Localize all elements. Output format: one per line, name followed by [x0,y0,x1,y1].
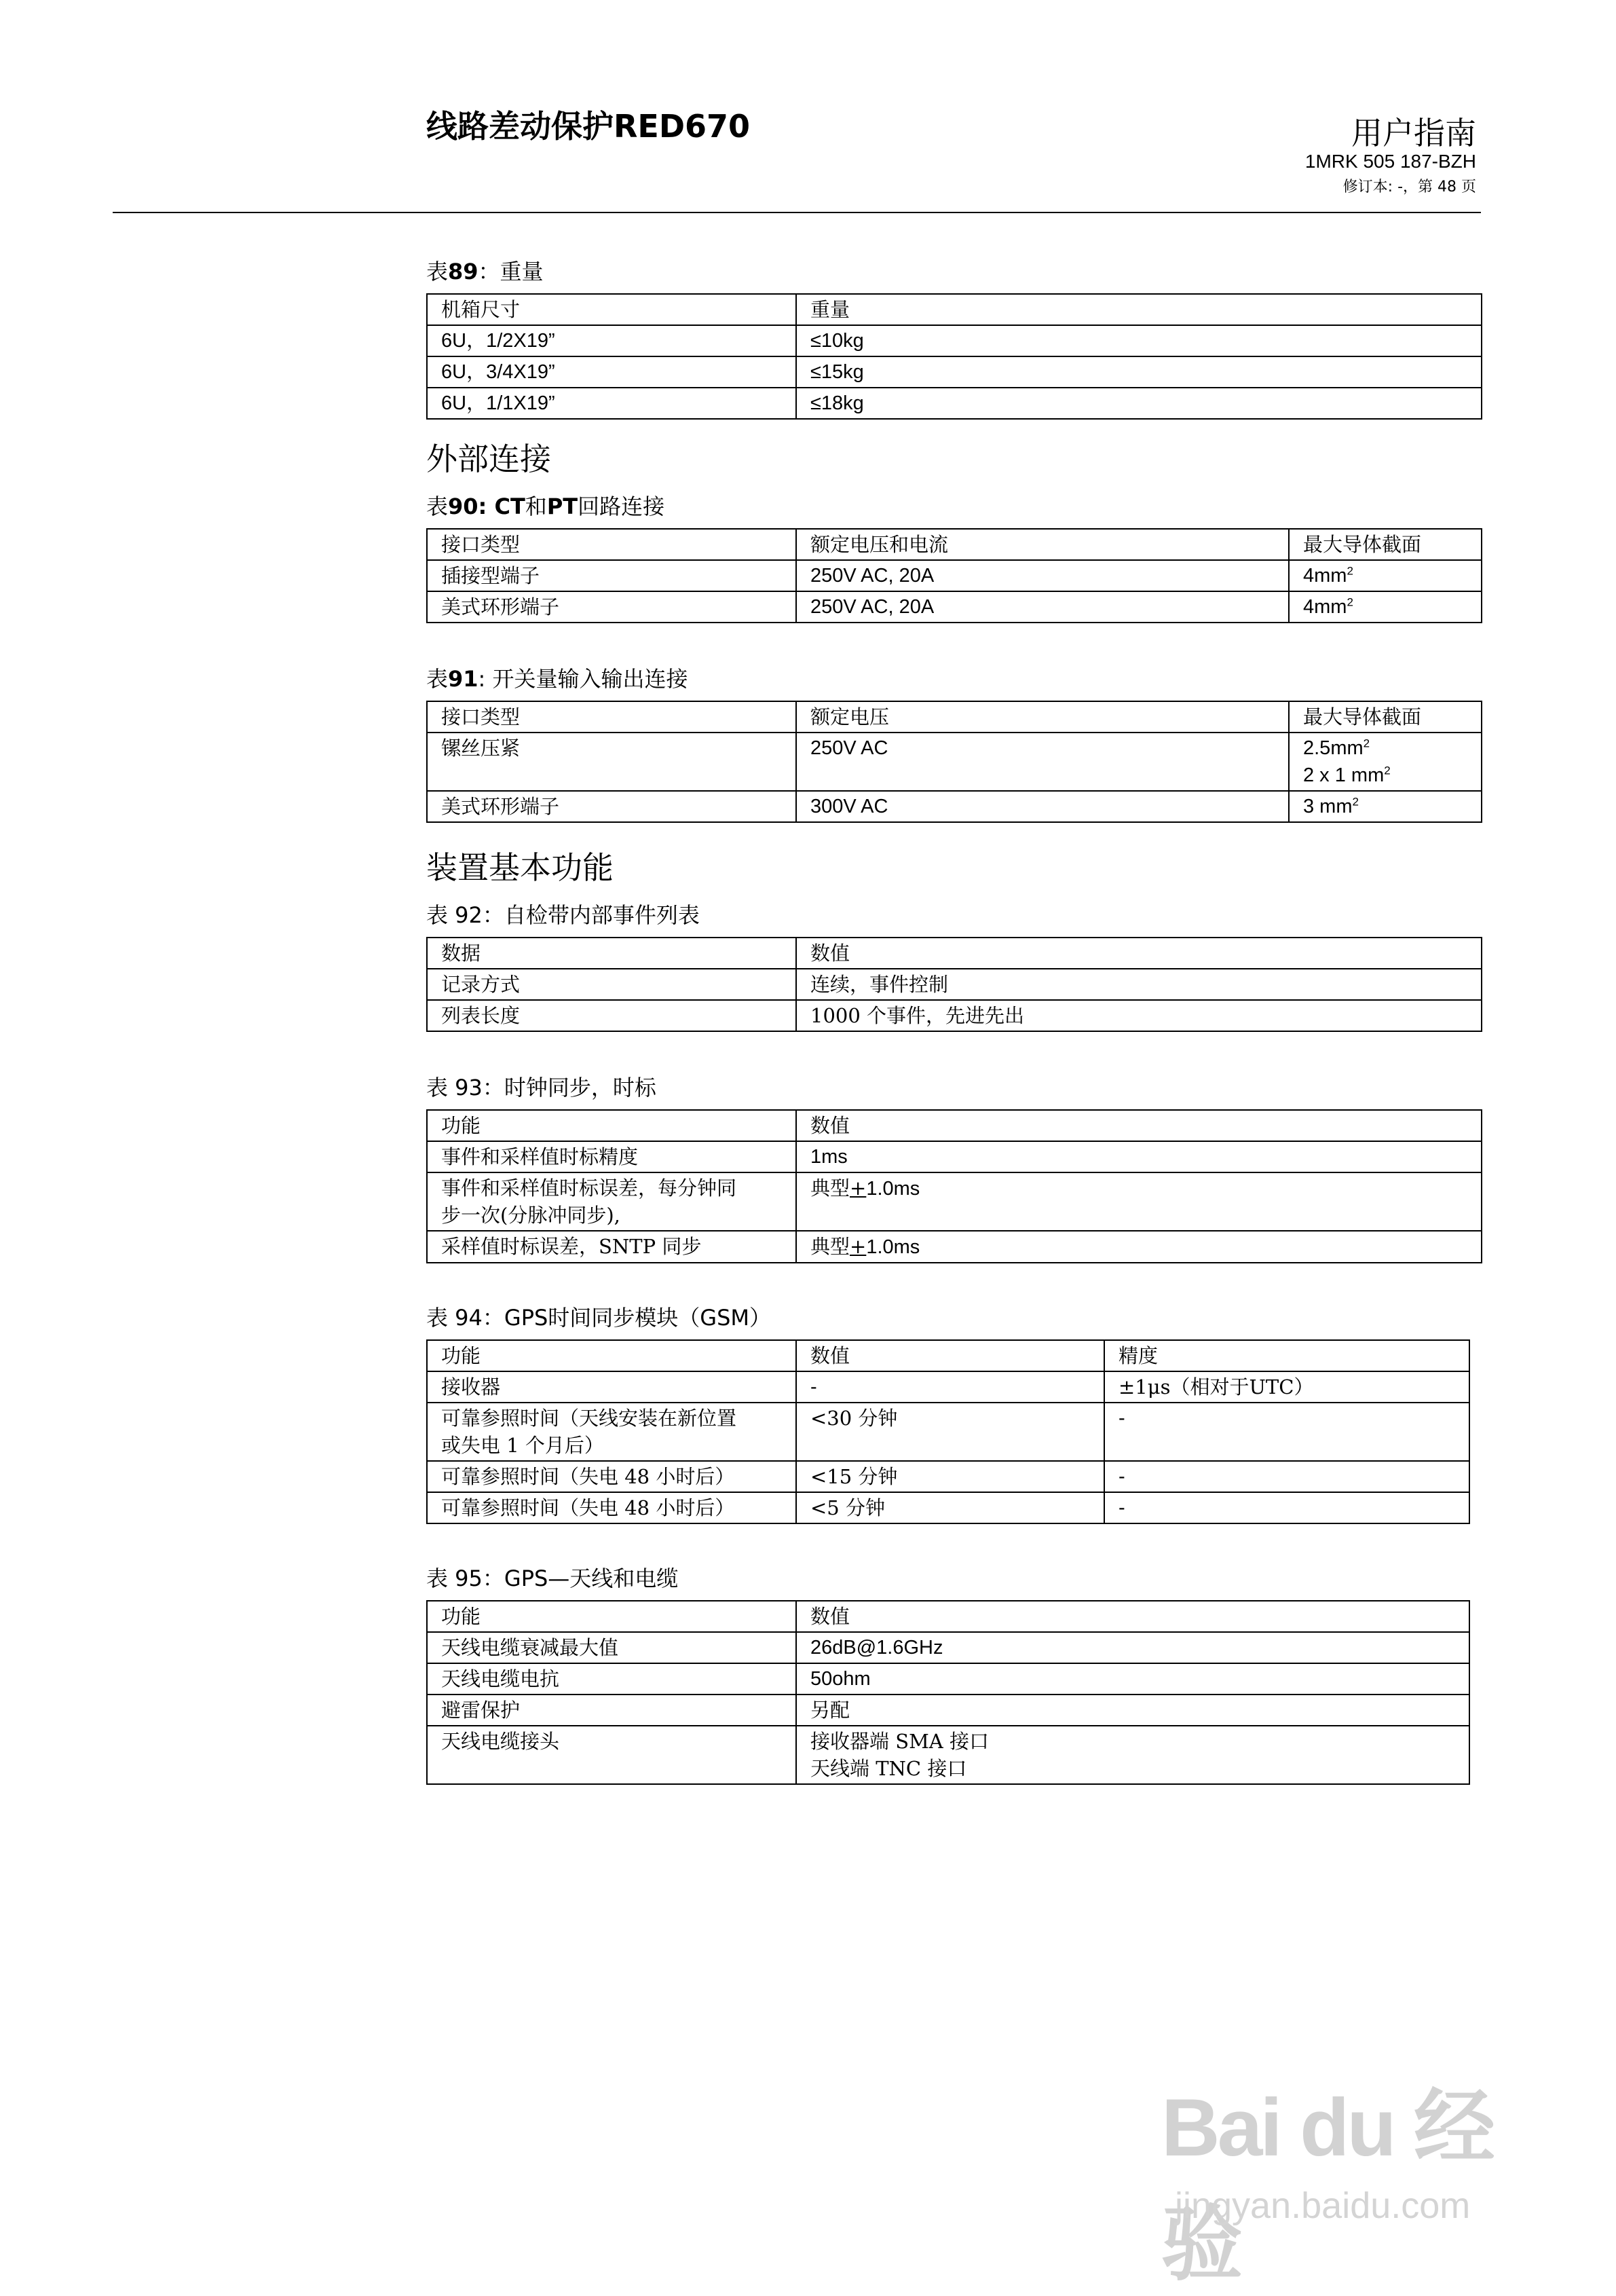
guide-title: 用户指南 [1351,115,1476,151]
table-header-cell: 最大导体截面 [1289,529,1482,560]
table-cell: <5 分钟 [796,1492,1104,1523]
table-cell: 事件和采样值时标误差，每分钟同 步一次(分脉冲同步), [427,1172,796,1231]
section-title-external: 外部连接 [426,441,551,477]
table-cell: 美式环形端子 [427,591,796,623]
table-cell: 典型+1.0ms [796,1172,1482,1231]
table-row [427,1632,1469,1663]
document-title: 线路差动保护RED670 [426,108,751,145]
table-header-row [427,1340,1469,1371]
table-cell: 天线电缆衰减最大值 [427,1632,796,1663]
table-header-cell: 额定电压 [796,701,1289,733]
table89-weight [426,293,1482,420]
table-cell: 美式环形端子 [427,791,796,822]
table-header-cell: 最大导体截面 [1289,701,1482,733]
table-cell: 天线电缆接头 [427,1726,796,1784]
table-header-cell: 数据 [427,938,796,969]
table-header-row [427,529,1482,560]
table-header-row [427,938,1482,969]
table-header-cell: 精度 [1104,1340,1469,1371]
table91-binary-io-connection [426,701,1482,823]
table-cell: 可靠参照时间（失电 48 小时后） [427,1492,796,1523]
table-row [427,591,1482,623]
table-cell: - [796,1371,1104,1403]
table-cell: ±1μs（相对于UTC） [1104,1371,1469,1403]
table-header-cell: 接口类型 [427,529,796,560]
table-header-cell: 数值 [796,1601,1469,1632]
table-cell: ≤10kg [796,325,1482,356]
watermark-url: jingyan.baidu.com [1175,2185,1471,2226]
revision-page-info: 修订本: -，第 48 页 [1342,179,1476,196]
header-divider [113,212,1481,213]
table-header-cell: 数值 [796,938,1482,969]
table95-caption: 表 95：GPS—天线和电缆 [426,1566,679,1591]
table-cell: 避雷保护 [427,1695,796,1726]
table-cell: 可靠参照时间（天线安装在新位置 或失电 1 个月后） [427,1403,796,1461]
table-cell: 50ohm [796,1663,1469,1695]
table-cell: 接收器 [427,1371,796,1403]
table-row [427,791,1482,822]
table-row [427,1172,1482,1231]
page-content [426,257,1485,1785]
table-cell: - [1104,1492,1469,1523]
table-row [427,1141,1482,1172]
table-row [427,1461,1469,1492]
table-row [427,388,1482,419]
table-cell: 250V AC, 20A [796,591,1289,623]
table-row [427,325,1482,356]
table-cell: 可靠参照时间（失电 48 小时后） [427,1461,796,1492]
table92-self-check-event-list [426,937,1482,1032]
table-header-cell: 接口类型 [427,701,796,733]
table-cell: 插接型端子 [427,560,796,591]
table-cell: 1000 个事件，先进先出 [796,1000,1482,1031]
table93-caption: 表 93：时钟同步，时标 [426,1075,656,1100]
table-cell: 250V AC, 20A [796,560,1289,591]
table-cell: ≤18kg [796,388,1482,419]
table-header-cell: 功能 [427,1601,796,1632]
table-cell: 250V AC [796,733,1289,791]
table-header-cell: 重量 [796,294,1482,325]
table-header-cell: 功能 [427,1340,796,1371]
table-cell: 天线电缆电抗 [427,1663,796,1695]
table94-gps-time-sync-module [426,1339,1470,1524]
table-cell: $4mm^2$ [1289,591,1482,623]
table95-gps-antenna-cable [426,1600,1470,1785]
table-cell: 6U，1/1X19” [427,388,796,419]
table-cell: 6U，1/2X19” [427,325,796,356]
table-row [427,560,1482,591]
table-header-row [427,294,1482,325]
section-title-basic-functions: 装置基本功能 [426,849,614,886]
table-row [427,356,1482,388]
table-cell: 另配 [796,1695,1469,1726]
document-number: 1MRK 505 187-BZH [1304,151,1476,172]
table-cell: ≤15kg [796,356,1482,388]
table-cell: 列表长度 [427,1000,796,1031]
table-header-cell: 数值 [796,1110,1482,1141]
table-row [427,969,1482,1000]
table-cell: 接收器端 SMA 接口 天线端 TNC 接口 [796,1726,1469,1784]
table90-caption: 表90: CT和PT回路连接 [426,494,665,519]
table-header-row [427,1110,1482,1141]
table-row [427,1695,1469,1726]
watermark-logo: Bai du 经验 [1161,2082,1493,2290]
table-cell: 1ms [796,1141,1482,1172]
table-cell: 6U，3/4X19” [427,356,796,388]
table-cell: 连续，事件控制 [796,969,1482,1000]
table-cell: 记录方式 [427,969,796,1000]
table91-caption: 表91: 开关量输入输出连接 [426,666,688,692]
table-cell: <30 分钟 [796,1403,1104,1461]
table-header-cell: 数值 [796,1340,1104,1371]
table-row [427,1726,1469,1784]
table93-clock-sync [426,1109,1482,1263]
table-row [427,1492,1469,1523]
table-header-cell: 功能 [427,1110,796,1141]
table-cell: 300V AC [796,791,1289,822]
table-cell: 镙丝压紧 [427,733,796,791]
table-cell: $2.5mm^2$ 2 x 1 $mm^2$ [1289,733,1482,791]
table-row [427,733,1482,791]
table-cell: 采样值时标误差，SNTP 同步 [427,1231,796,1263]
table-row [427,1231,1482,1263]
table-cell: - [1104,1403,1469,1461]
baidu-jingyan-watermark [1161,2056,1541,2290]
table90-ct-pt-connection [426,528,1482,623]
table-cell: - [1104,1461,1469,1492]
table92-caption: 表 92：自检带内部事件列表 [426,902,700,928]
table-cell: 事件和采样值时标精度 [427,1141,796,1172]
table-row [427,1371,1469,1403]
table-row [427,1000,1482,1031]
table-header-row [427,701,1482,733]
table-cell: <15 分钟 [796,1461,1104,1492]
table-cell: 3 $mm^2$ [1289,791,1482,822]
table-row [427,1663,1469,1695]
table-cell: 26dB@1.6GHz [796,1632,1469,1663]
table-header-cell: 额定电压和电流 [796,529,1289,560]
table-cell: $4mm^2$ [1289,560,1482,591]
table89-caption: 表89：重量 [426,259,544,284]
table-row [427,1403,1469,1461]
table94-caption: 表 94：GPS时间同步模块（GSM） [426,1305,772,1331]
table-header-cell: 机箱尺寸 [427,294,796,325]
table-cell: 典型+1.0ms [796,1231,1482,1263]
table-header-row [427,1601,1469,1632]
